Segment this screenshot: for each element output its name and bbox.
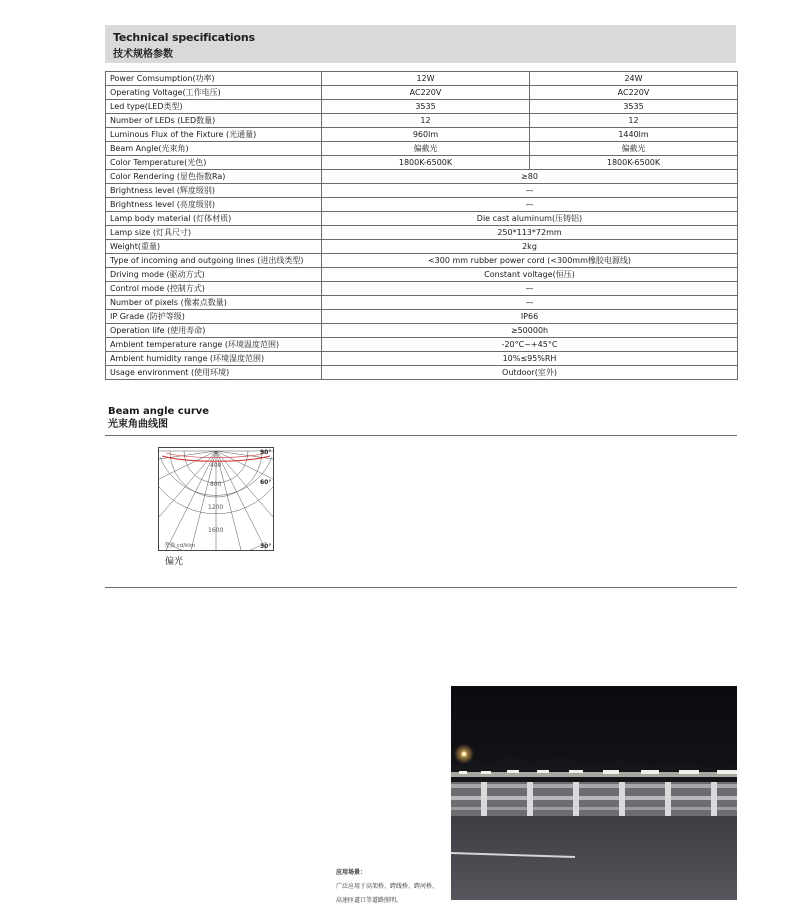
polar-diagram — [158, 447, 274, 551]
spec-value: — — [322, 296, 738, 310]
spec-label: Operating Voltage(工作电压) — [106, 86, 322, 100]
intensity-unit-label: 光强 cd/klm — [164, 543, 196, 549]
application-title: 应用场景： — [336, 869, 367, 876]
spec-value: <300 mm rubber power cord (<300mm橡胶电源线) — [322, 254, 738, 268]
ring-label-800: 800 — [210, 481, 222, 488]
application-line-2: 高速匝道口等道路照明。 — [336, 897, 403, 904]
spec-row — [106, 198, 738, 212]
night-road-photo — [451, 686, 737, 900]
spec-row — [106, 240, 738, 254]
spec-label: Weight(重量) — [106, 240, 322, 254]
application-note — [336, 866, 438, 908]
spec-value-12w: 1800K-6500K — [322, 156, 530, 170]
spec-value-24w: 24W — [530, 72, 738, 86]
spec-value: Constant voltage(恒压) — [322, 268, 738, 282]
spec-value-12w: 12W — [322, 72, 530, 86]
spec-label: Led type(LED类型) — [106, 100, 322, 114]
spec-row — [106, 114, 738, 128]
ring-label-1600: 1600 — [208, 527, 224, 534]
divider-line — [105, 587, 737, 588]
polar-caption: 偏光 — [165, 557, 184, 567]
spec-value: -20°C~+45°C — [322, 338, 738, 352]
ring-label-1200: 1200 — [208, 504, 224, 511]
angle-90-label: 90° — [260, 449, 272, 456]
spec-label: Number of pixels (像素点数量) — [106, 296, 322, 310]
spec-value: 2kg — [322, 240, 738, 254]
spec-label: Number of LEDs (LED数量) — [106, 114, 322, 128]
spec-row — [106, 86, 738, 100]
spec-value: 10%≤95%RH — [322, 352, 738, 366]
spec-row — [106, 352, 738, 366]
spec-row — [106, 268, 738, 282]
ring-label-400: 400 — [210, 462, 222, 469]
spec-value-12w: 12 — [322, 114, 530, 128]
spec-value-24w: 偏截光 — [530, 142, 738, 156]
spec-label: Color Rendering (显色指数Ra) — [106, 170, 322, 184]
spec-value-24w: 12 — [530, 114, 738, 128]
spec-label: Usage environment (使用环境) — [106, 366, 322, 380]
beam-title-cn: 光束角曲线图 — [108, 419, 168, 430]
spec-value-12w: 960lm — [322, 128, 530, 142]
spec-label: Beam Angle(光束角) — [106, 142, 322, 156]
divider-line — [105, 435, 737, 436]
spec-value-12w: AC220V — [322, 86, 530, 100]
spec-label: Brightness level (亮度级别) — [106, 198, 322, 212]
spec-row — [106, 324, 738, 338]
beam-title-en: Beam angle curve — [108, 406, 210, 417]
spec-row — [106, 310, 738, 324]
spec-label: Brightness level (辉度级别) — [106, 184, 322, 198]
spec-value: — — [322, 198, 738, 212]
application-line-1: 广泛应用于高架桥、跨线桥、跨河桥、 — [336, 883, 439, 890]
spec-value-24w: 1800K-6500K — [530, 156, 738, 170]
spec-label: Ambient temperature range (环境温度范围) — [106, 338, 322, 352]
spec-label: Ambient humidity range (环境湿度范围) — [106, 352, 322, 366]
spec-title-cn: 技术规格参数 — [113, 49, 173, 60]
spec-label: Type of incoming and outgoing lines (进出线类型) — [106, 254, 322, 268]
spec-label: Luminous Flux of the Fixture (光通量) — [106, 128, 322, 142]
spec-label: Operation life (使用寿命) — [106, 324, 322, 338]
spec-value: — — [322, 282, 738, 296]
spec-value: ≥50000h — [322, 324, 738, 338]
spec-label: Lamp size (灯具尺寸) — [106, 226, 322, 240]
spec-row — [106, 142, 738, 156]
spec-value: Die cast aluminum(压铸铝) — [322, 212, 738, 226]
spec-value: ≥80 — [322, 170, 738, 184]
spec-value: Outdoor(室外) — [322, 366, 738, 380]
spec-value-12w: 3535 — [322, 100, 530, 114]
spec-label: Driving mode (驱动方式) — [106, 268, 322, 282]
spec-row — [106, 184, 738, 198]
spec-label: Control mode (控制方式) — [106, 282, 322, 296]
spec-value: 250*113*72mm — [322, 226, 738, 240]
angle-30-label: 30° — [260, 543, 272, 550]
spec-row — [106, 338, 738, 352]
spec-label: Power Comsumption(功率) — [106, 72, 322, 86]
spec-label: Lamp body material (灯体材质) — [106, 212, 322, 226]
spec-row — [106, 156, 738, 170]
spec-row — [106, 226, 738, 240]
angle-60-label: 60° — [260, 479, 272, 486]
spec-row — [106, 254, 738, 268]
spec-value-12w: 偏截光 — [322, 142, 530, 156]
spec-value: — — [322, 184, 738, 198]
spec-header — [105, 25, 736, 63]
spec-table — [105, 71, 738, 380]
spec-value-24w: 1440lm — [530, 128, 738, 142]
spec-row — [106, 128, 738, 142]
spec-row — [106, 366, 738, 380]
spec-row — [106, 170, 738, 184]
spec-row — [106, 212, 738, 226]
spec-value-24w: 3535 — [530, 100, 738, 114]
spec-title-en: Technical specifications — [113, 31, 255, 44]
spec-row — [106, 100, 738, 114]
spec-value-24w: AC220V — [530, 86, 738, 100]
spec-row — [106, 282, 738, 296]
spec-value: IP66 — [322, 310, 738, 324]
spec-row — [106, 296, 738, 310]
spec-row — [106, 72, 738, 86]
spec-label: Color Temperature(光色) — [106, 156, 322, 170]
spec-label: IP Grade (防护等级) — [106, 310, 322, 324]
